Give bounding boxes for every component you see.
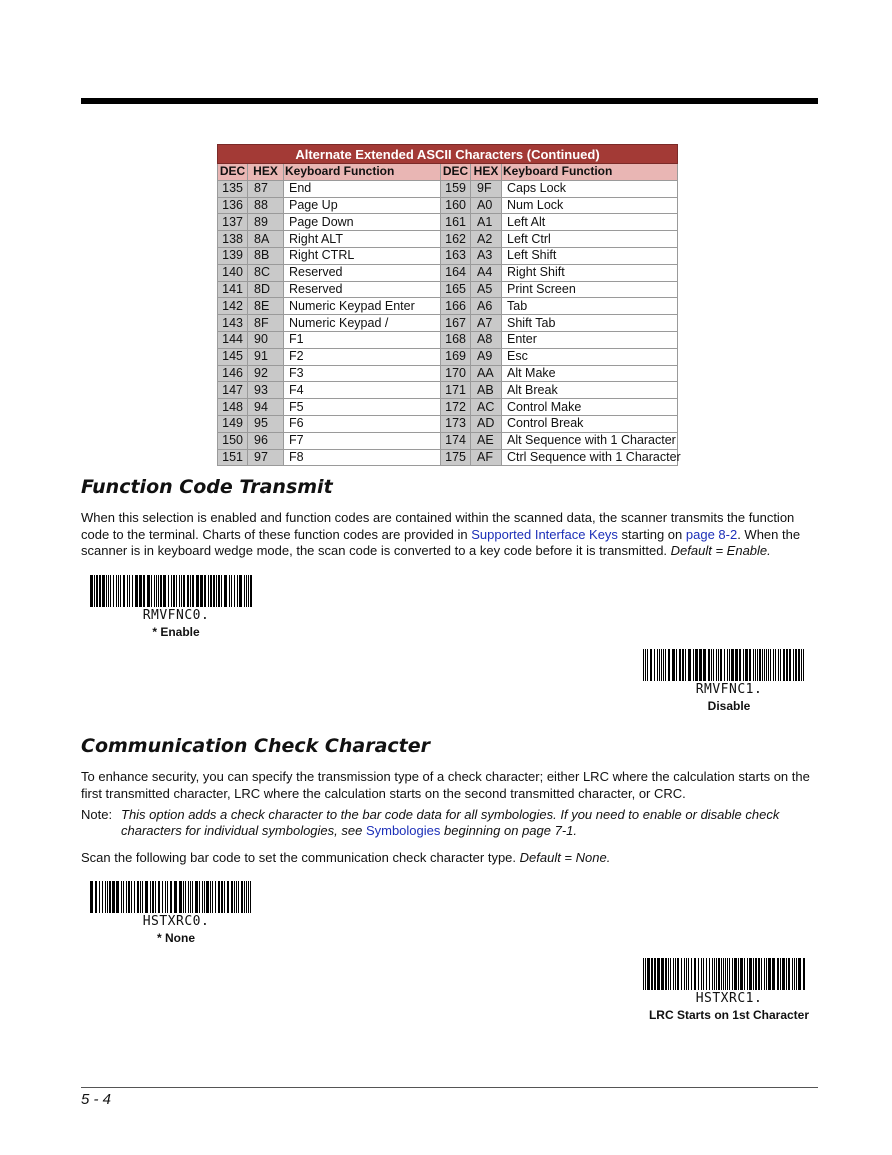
table-row <box>218 231 678 248</box>
table-cell: 163 <box>441 247 471 264</box>
table-cell: 149 <box>218 415 248 432</box>
table-cell: F1 <box>284 331 441 348</box>
table-cell: 136 <box>218 197 248 214</box>
barcode-image <box>643 649 815 681</box>
barcode-image <box>90 881 262 913</box>
table-cell: 96 <box>248 432 284 449</box>
text: beginning on page 7-1. <box>440 823 578 838</box>
barcode-caption: LRC Starts on 1st Character <box>648 1008 810 1022</box>
table-cell: 8F <box>248 315 284 332</box>
table-cell: 88 <box>248 197 284 214</box>
table-cell: 97 <box>248 449 284 466</box>
table-cell: Numeric Keypad Enter <box>284 298 441 315</box>
barcode-disable <box>643 649 815 713</box>
table-cell: Tab <box>502 298 678 315</box>
table-cell: 8E <box>248 298 284 315</box>
function-code-paragraph <box>81 510 821 560</box>
table-cell: F4 <box>284 382 441 399</box>
page-8-2-link[interactable]: page 8-2 <box>685 526 738 542</box>
table-cell: Ctrl Sequence with 1 Character <box>502 449 678 466</box>
table-cell: 8B <box>248 247 284 264</box>
col-header: DEC <box>218 164 248 181</box>
table-cell: 142 <box>218 298 248 315</box>
table-cell: 93 <box>248 382 284 399</box>
table-cell: Control Make <box>502 399 678 416</box>
table-cell: 161 <box>441 214 471 231</box>
table-cell: AC <box>471 399 502 416</box>
table-cell: 140 <box>218 264 248 281</box>
default-text: Default = None. <box>519 850 611 865</box>
table-cell: A2 <box>471 231 502 248</box>
table-cell: 92 <box>248 365 284 382</box>
table-cell: 8A <box>248 231 284 248</box>
barcode-code: RMVFNC1. <box>695 682 763 697</box>
table-cell: F7 <box>284 432 441 449</box>
table-cell: 148 <box>218 399 248 416</box>
table-cell: Right ALT <box>284 231 441 248</box>
table-cell: A5 <box>471 281 502 298</box>
table-cell: Right CTRL <box>284 247 441 264</box>
col-header: HEX <box>471 164 502 181</box>
table-cell: Reserved <box>284 264 441 281</box>
text: starting on <box>617 526 686 542</box>
table-cell: A3 <box>471 247 502 264</box>
table-cell: Caps Lock <box>502 180 678 197</box>
table-cell: 146 <box>218 365 248 382</box>
table-cell: 8D <box>248 281 284 298</box>
barcode-code: RMVFNC0. <box>142 608 210 623</box>
table-row <box>218 281 678 298</box>
table-cell: AF <box>471 449 502 466</box>
table-cell: 171 <box>441 382 471 399</box>
text: When this selection is enabled and function codes are contained within the scanned data, the scanner transmits the function code to the terminal. Charts of these function codes are provided in <box>81 510 795 542</box>
table-cell: AB <box>471 382 502 399</box>
table-cell: 90 <box>248 331 284 348</box>
table-cell: Reserved <box>284 281 441 298</box>
table-row <box>218 264 678 281</box>
table-row <box>218 415 678 432</box>
table-cell: F6 <box>284 415 441 432</box>
table-cell: F3 <box>284 365 441 382</box>
table-cell: 8C <box>248 264 284 281</box>
table-cell: 95 <box>248 415 284 432</box>
table-cell: 175 <box>441 449 471 466</box>
table-cell: Print Screen <box>502 281 678 298</box>
table-cell: 9F <box>471 180 502 197</box>
bottom-rule <box>81 1087 818 1088</box>
symbologies-link[interactable]: Symbologies <box>365 823 441 838</box>
table-cell: 87 <box>248 180 284 197</box>
table-cell: A0 <box>471 197 502 214</box>
text: This option adds a check character to the bar code data for all symbologies. If you need to enable or disable check characters for individual symbologies, see <box>121 807 780 838</box>
barcode-code: HSTXRC1. <box>695 991 763 1006</box>
table-row <box>218 214 678 231</box>
barcode-image <box>643 958 815 990</box>
table-cell: A1 <box>471 214 502 231</box>
table-cell: 169 <box>441 348 471 365</box>
table-cell: 151 <box>218 449 248 466</box>
table-cell: F2 <box>284 348 441 365</box>
function-code-transmit-heading: Function Code Transmit <box>81 476 333 498</box>
table-cell: Left Alt <box>502 214 678 231</box>
barcode-image <box>90 575 262 607</box>
table-cell: Right Shift <box>502 264 678 281</box>
barcode-caption: Disable <box>707 699 751 713</box>
barcode-caption: * None <box>156 931 195 945</box>
table-row <box>218 247 678 264</box>
note <box>81 807 821 839</box>
table-cell: F8 <box>284 449 441 466</box>
table-cell: A7 <box>471 315 502 332</box>
col-header: Keyboard Function <box>502 164 678 181</box>
table-cell: 173 <box>441 415 471 432</box>
communication-check-paragraph: To enhance security, you can specify the transmission type of a check character; either LRC where the calculation starts on the first transmitted character, LRC where the calculation starts on the second transmitted character, or CRC. <box>81 769 810 801</box>
table-row <box>218 315 678 332</box>
table-cell: 144 <box>218 331 248 348</box>
table-title: Alternate Extended ASCII Characters (Continued) <box>218 145 678 164</box>
table-cell: 139 <box>218 247 248 264</box>
table-cell: 147 <box>218 382 248 399</box>
table-cell: Page Up <box>284 197 441 214</box>
barcode-enable <box>90 575 262 639</box>
col-header: HEX <box>248 164 284 181</box>
table-cell: Alt Break <box>502 382 678 399</box>
table-cell: AE <box>471 432 502 449</box>
table-cell: A8 <box>471 331 502 348</box>
table-row <box>218 331 678 348</box>
table-cell: 164 <box>441 264 471 281</box>
table-cell: 138 <box>218 231 248 248</box>
table-cell: 165 <box>441 281 471 298</box>
table-cell: 160 <box>441 197 471 214</box>
ascii-table <box>217 144 681 466</box>
col-header: DEC <box>441 164 471 181</box>
note-body <box>81 807 821 839</box>
table-cell: Left Shift <box>502 247 678 264</box>
table-cell: 145 <box>218 348 248 365</box>
table-cell: Enter <box>502 331 678 348</box>
table-row <box>218 298 678 315</box>
table-cell: Page Down <box>284 214 441 231</box>
table-cell: F5 <box>284 399 441 416</box>
table-cell: Alt Make <box>502 365 678 382</box>
table-cell: 150 <box>218 432 248 449</box>
table-cell: A6 <box>471 298 502 315</box>
scan-instruction <box>81 850 821 867</box>
table-cell: 172 <box>441 399 471 416</box>
table-cell: 143 <box>218 315 248 332</box>
note-label: Note: <box>81 807 113 822</box>
table-cell: 141 <box>218 281 248 298</box>
table-row <box>218 365 678 382</box>
table-row <box>218 432 678 449</box>
table-cell: AA <box>471 365 502 382</box>
table-cell: A4 <box>471 264 502 281</box>
table-cell: 135 <box>218 180 248 197</box>
table-cell: 170 <box>441 365 471 382</box>
table-cell: Left Ctrl <box>502 231 678 248</box>
table-cell: 137 <box>218 214 248 231</box>
table-cell: Numeric Keypad / <box>284 315 441 332</box>
table-cell: 167 <box>441 315 471 332</box>
table-cell: 162 <box>441 231 471 248</box>
barcode-lrc-1st <box>643 958 815 1022</box>
table-cell: 94 <box>248 399 284 416</box>
table-row <box>218 197 678 214</box>
table-cell: Shift Tab <box>502 315 678 332</box>
barcode-none <box>90 881 262 945</box>
barcode-caption: * Enable <box>152 625 200 639</box>
supported-interface-keys-link[interactable]: Supported Interface Keys <box>471 526 618 542</box>
table-cell: 89 <box>248 214 284 231</box>
table-cell: 168 <box>441 331 471 348</box>
table-cell: Esc <box>502 348 678 365</box>
table-row <box>218 180 678 197</box>
table-row <box>218 399 678 416</box>
table-header-row <box>218 164 678 181</box>
text: Scan the following bar code to set the communication check character type. <box>81 850 520 865</box>
table-cell: A9 <box>471 348 502 365</box>
table-row <box>218 382 678 399</box>
barcode-code: HSTXRC0. <box>142 914 210 929</box>
table-cell: 174 <box>441 432 471 449</box>
table-row <box>218 449 678 466</box>
top-rule <box>81 98 818 104</box>
default-text: Default = Enable. <box>670 543 771 558</box>
table-cell: 91 <box>248 348 284 365</box>
table-cell: AD <box>471 415 502 432</box>
communication-check-heading: Communication Check Character <box>81 735 430 757</box>
table-cell: 166 <box>441 298 471 315</box>
table-cell: Num Lock <box>502 197 678 214</box>
table-cell: 159 <box>441 180 471 197</box>
text: . When the scanner is in keyboard wedge mode, the scan code is converted to a key code before it is transmitted. <box>81 526 801 558</box>
table-cell: Alt Sequence with 1 Character <box>502 432 678 449</box>
page-number: 5 - 4 <box>81 1091 112 1108</box>
table-row <box>218 348 678 365</box>
col-header: Keyboard Function <box>284 164 441 181</box>
table-cell: End <box>284 180 441 197</box>
table-cell: Control Break <box>502 415 678 432</box>
